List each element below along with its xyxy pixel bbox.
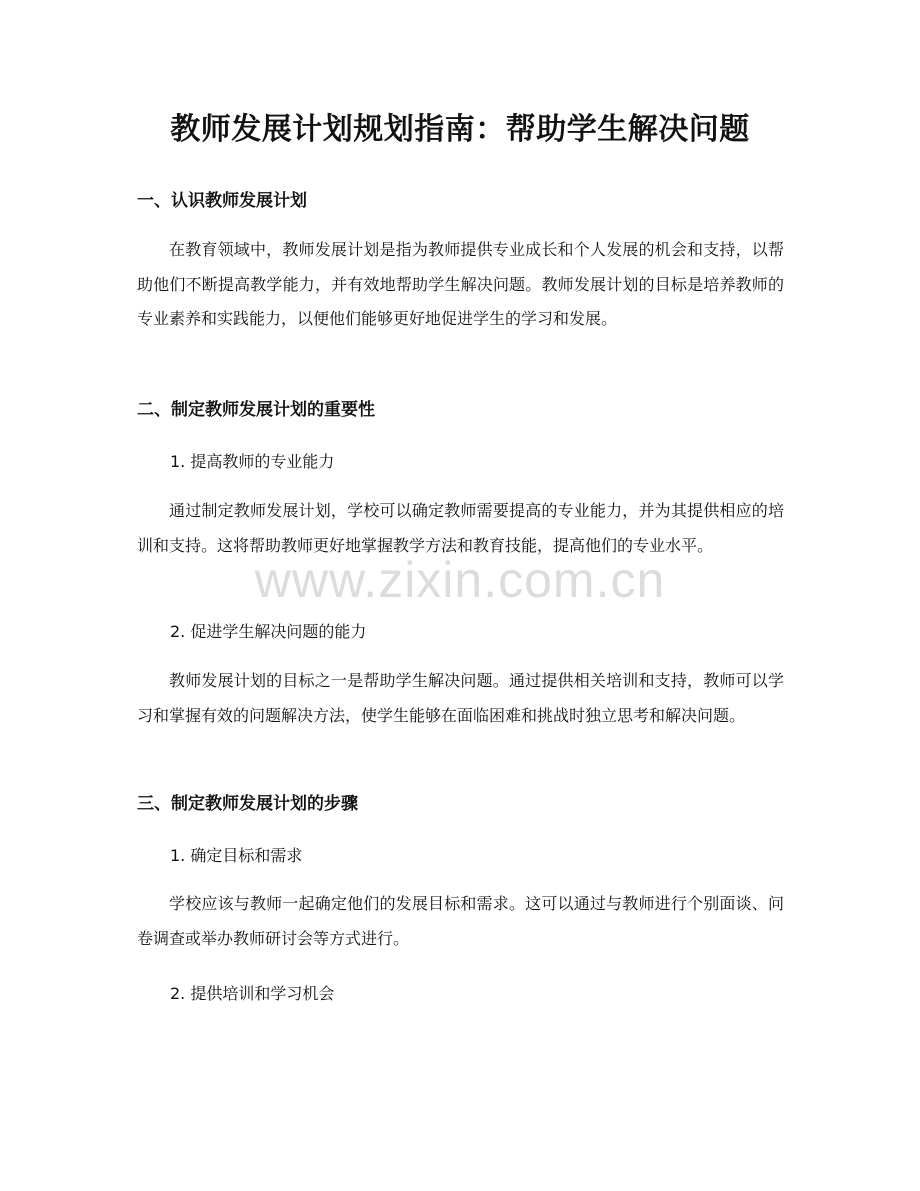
section-heading-1: 一、认识教师发展计划 [137,191,307,211]
section-3-item-1-paragraph: 学校应该与教师一起确定他们的发展目标和需求。这可以通过与教师进行个别面谈、问卷调查或举办教师研讨会等方式进行。 [137,894,784,948]
section-2-item-1-paragraph: 通过制定教师发展计划，学校可以确定教师需要提高的专业能力，并为其提供相应的培训和支持。这将帮助教师更好地掌握教学方法和教育技能，提高他们的专业水平。 [137,501,784,555]
section-3-item-2-label: 2. 提供培训和学习机会 [170,984,335,1003]
section-1-paragraph: 在教育领域中，教师发展计划是指为教师提供专业成长和个人发展的机会和支持，以帮助他们不断提高教学能力，并有效地帮助学生解决问题。教师发展计划的目标是培养教师的专业素养和实践能力，以便他们能够更好地促进学生的学习和发展。 [137,240,784,328]
document-title: 教师发展计划规划指南：帮助学生解决问题 [170,112,750,147]
section-heading-3: 三、制定教师发展计划的步骤 [137,794,358,814]
section-2-item-1-label: 1. 提高教师的专业能力 [170,452,335,471]
section-2-item-2-label: 2. 促进学生解决问题的能力 [170,622,367,641]
section-2-item-2-paragraph: 教师发展计划的目标之一是帮助学生解决问题。通过提供相关培训和支持，教师可以学习和掌握有效的问题解决方法，使学生能够在面临困难和挑战时独立思考和解决问题。 [137,671,784,725]
section-heading-2: 二、制定教师发展计划的重要性 [137,400,375,420]
section-3-item-1-label: 1. 确定目标和需求 [170,846,303,865]
watermark: www.zixin.com.cn [254,552,666,608]
